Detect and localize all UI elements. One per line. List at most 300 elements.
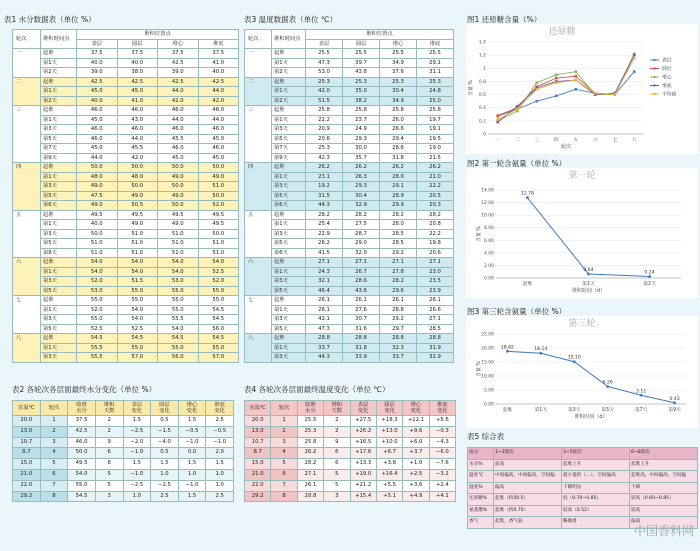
table-row	[13, 115, 239, 125]
value-cell: 54.0	[158, 258, 199, 268]
value-cell: 46.0	[158, 125, 199, 135]
time-cell: 起堆	[272, 77, 306, 87]
round-cell: 一	[13, 49, 41, 78]
value-cell: +4.1	[429, 491, 455, 502]
value-cell: 3	[271, 437, 297, 448]
header-col-0: 表层	[306, 39, 343, 49]
value-cell: −2.5	[123, 480, 151, 491]
y-tick-label: 1	[483, 66, 486, 72]
value-cell: 46.0	[77, 106, 118, 116]
time-cell: 起堆	[41, 334, 77, 344]
table-row	[468, 494, 698, 506]
value-cell: 21.0	[417, 172, 454, 182]
x-axis-label: 堆积时间（d）	[571, 288, 606, 294]
value-cell: −2.5	[123, 426, 151, 437]
table1-title: 表1 水分数据表（单位 %）	[4, 15, 96, 24]
time-cell: 第5天	[272, 239, 306, 249]
time-cell: 第1天	[41, 58, 77, 68]
value-cell: 29.9	[380, 201, 417, 211]
value-cell: 49.0	[117, 220, 158, 230]
y-axis-label: 含量 %	[477, 361, 482, 377]
value-cell: +27.5	[350, 416, 376, 427]
value-cell: 55.5	[77, 353, 118, 363]
value-cell: 25.3	[380, 77, 417, 87]
time-cell: 第3天	[41, 182, 77, 192]
value-cell: 39.0	[158, 68, 199, 78]
value-cell: 20.6	[306, 134, 343, 144]
y-tick-label: 1.4	[478, 40, 486, 46]
time-cell: 第1天	[272, 172, 306, 182]
value-cell: 22.0	[245, 480, 271, 491]
data-point	[594, 92, 597, 95]
data-point	[506, 350, 509, 353]
table-row	[468, 482, 698, 494]
round-cell: 二	[245, 77, 272, 106]
time-cell: 起堆	[41, 210, 77, 220]
value-cell: 1.5	[123, 416, 151, 427]
value-cell: 48.0	[77, 172, 118, 182]
value-cell: 49.0	[198, 172, 239, 182]
y-tick-label: 0.4	[478, 106, 486, 112]
value-cell: 26.2	[380, 163, 417, 173]
x-tick-label: 五	[573, 138, 579, 143]
value-cell: 6~8轮次	[630, 448, 698, 460]
value-cell: +5.6	[429, 416, 455, 427]
table-row	[245, 267, 454, 277]
table-row	[13, 267, 239, 277]
value-cell: 54.5	[77, 334, 118, 344]
table-row	[245, 491, 456, 502]
table-row	[245, 172, 454, 182]
value-cell: 31.6	[343, 324, 380, 334]
data-point	[574, 79, 577, 82]
value-cell: 1.0	[206, 480, 234, 491]
value-cell: 偏高	[494, 482, 562, 494]
time-cell: 第9天	[272, 153, 306, 163]
value-cell: 29.4	[380, 134, 417, 144]
value-cell: +1.0	[403, 459, 429, 470]
value-cell: 55.0	[158, 286, 199, 296]
table-row	[245, 416, 456, 427]
value-cell: 57.0	[198, 353, 239, 363]
legend-marker	[653, 84, 655, 86]
value-cell: 44.0	[117, 134, 158, 144]
time-cell: 第6天	[41, 201, 77, 211]
x-tick-label: 一	[495, 138, 501, 143]
value-cell: 偏弱	[630, 517, 698, 529]
time-cell: 第1天	[272, 115, 306, 125]
value-cell: 51.0	[77, 248, 118, 258]
value-cell: 3	[324, 491, 350, 502]
legend-marker	[653, 59, 655, 61]
value-cell: 51.0	[117, 248, 158, 258]
value-cell: 1.0	[151, 469, 179, 480]
value-cell: 20.9	[306, 125, 343, 135]
value-cell: 19.1	[417, 125, 454, 135]
table-row	[13, 248, 239, 258]
x-tick-label: 起堆	[502, 408, 513, 413]
value-cell: 24.9	[343, 125, 380, 135]
value-cell: +16.5	[350, 437, 376, 448]
time-cell: 第2天	[41, 96, 77, 106]
value-cell: 20.0	[245, 416, 271, 427]
time-cell: 第2天	[41, 68, 77, 78]
value-cell: 35.7	[343, 153, 380, 163]
value-cell: 42.5	[68, 426, 96, 437]
value-cell: 55.0	[198, 286, 239, 296]
table-row	[13, 491, 234, 502]
table-row	[245, 258, 454, 268]
value-cell: 29.0	[343, 239, 380, 249]
value-cell: +2.5	[403, 469, 429, 480]
time-cell: 第8天	[41, 248, 77, 258]
value-cell: +17.6	[350, 448, 376, 459]
value-cell: 6	[324, 459, 350, 470]
value-cell: 44.0	[198, 87, 239, 97]
value-cell: 42.0	[158, 96, 199, 106]
table-row	[245, 459, 456, 470]
legend-label: 堆底	[662, 84, 672, 90]
table-row	[13, 182, 239, 192]
value-cell: 起堆，香气弱	[494, 517, 562, 529]
value-cell: 6	[40, 469, 68, 480]
data-point	[555, 77, 558, 80]
value-cell: 33.7	[380, 353, 417, 363]
time-cell: 第3天	[41, 315, 77, 325]
value-cell: 26.2	[343, 163, 380, 173]
value-cell: 51.0	[198, 239, 239, 249]
value-cell: 较高（0.60~0.85）	[630, 494, 698, 506]
value-cell: 53.0	[306, 68, 343, 78]
x-tick-label: 起堆	[522, 282, 533, 287]
table-row	[245, 353, 454, 363]
value-cell: 51.0	[158, 239, 199, 249]
value-cell: 46.0	[198, 144, 239, 154]
table-row	[245, 153, 454, 163]
value-cell: 25.8	[306, 106, 343, 116]
value-cell: 9	[95, 437, 123, 448]
round-cell: 四	[245, 163, 272, 211]
time-cell: 第1天	[41, 115, 77, 125]
value-cell: 2	[271, 426, 297, 437]
data-label: 12.78	[520, 191, 535, 197]
value-cell: 27.5	[343, 220, 380, 230]
round-cell: 一	[245, 49, 272, 78]
value-cell: 10.7	[13, 437, 41, 448]
header-col-3: 堆底	[198, 39, 239, 49]
value-cell: 4	[271, 448, 297, 459]
header-col-5: 圆层 变化	[376, 401, 402, 416]
value-cell: 50.0	[77, 163, 118, 173]
value-cell: 54.5	[117, 334, 158, 344]
data-point	[539, 352, 542, 355]
value-cell: 50.0	[117, 182, 158, 192]
chart3-title: 图3 第三轮含氨量（单位 %）	[467, 307, 567, 316]
table-row	[245, 201, 454, 211]
value-cell: 50.0	[158, 163, 199, 173]
value-cell: 44.0	[77, 153, 118, 163]
time-cell: 起堆	[272, 106, 306, 116]
y-tick-label: 0.6	[478, 93, 486, 99]
value-cell: 5	[95, 480, 123, 491]
value-cell: 28.6	[380, 144, 417, 154]
time-cell: 第1天	[41, 267, 77, 277]
value-cell: 45.0	[77, 144, 118, 154]
time-cell: 起堆	[272, 296, 306, 306]
value-cell: 20.8	[417, 220, 454, 230]
round-cell: 六	[245, 258, 272, 296]
value-cell: 43.6	[343, 286, 380, 296]
table-row	[13, 448, 234, 459]
value-cell: 28.2	[297, 459, 323, 470]
value-cell: 51.0	[198, 248, 239, 258]
value-cell: 57.0	[117, 353, 158, 363]
header-position: 堆积位置点	[77, 30, 239, 40]
chart-inner-title: 第一轮	[568, 171, 596, 181]
time-cell: 第3天	[272, 229, 306, 239]
value-cell: 24.8	[417, 87, 454, 97]
table-row	[245, 87, 454, 97]
time-cell: 第5天	[272, 134, 306, 144]
table5-title: 表5 综合表	[467, 432, 505, 441]
time-cell: 起堆	[41, 258, 77, 268]
time-cell: 第3天	[272, 353, 306, 363]
value-cell: 前高	[494, 459, 562, 471]
value-cell: 28.2	[343, 210, 380, 220]
value-cell: 香气	[468, 517, 494, 529]
table2-title: 表2 各轮次各层面最终水分变化（单位 %）	[12, 385, 157, 394]
data-point	[613, 93, 616, 96]
y-tick-label: 0	[483, 132, 486, 138]
time-cell: 第1天	[41, 220, 77, 230]
value-cell: 3	[95, 491, 123, 502]
round-cell: 四	[13, 163, 41, 211]
header-col-0: 表层	[77, 39, 118, 49]
value-cell: 10.7	[245, 437, 271, 448]
value-cell: 起堆（约50.5）	[494, 494, 562, 506]
value-cell: 55.0	[158, 305, 199, 315]
value-cell: 2	[95, 426, 123, 437]
value-cell: 33.9	[343, 353, 380, 363]
y-tick-label: 10.00	[481, 374, 494, 380]
value-cell: +15.4	[350, 491, 376, 502]
table-row	[13, 426, 234, 437]
header-col-1: 轮次	[271, 401, 297, 416]
y-tick-label: 20.00	[481, 346, 494, 352]
value-cell: 26.1	[380, 296, 417, 306]
value-cell: −1.0	[123, 448, 151, 459]
value-cell: 26.1	[306, 296, 343, 306]
value-cell: 5	[40, 459, 68, 470]
table4-temperature-change	[244, 400, 456, 502]
table3-temperature	[244, 29, 454, 363]
value-cell: 49.0	[158, 220, 199, 230]
table-row	[13, 469, 234, 480]
time-cell: 起堆	[272, 49, 306, 59]
value-cell: 28.9	[380, 191, 417, 201]
value-cell: +21.2	[350, 480, 376, 491]
value-cell: 31.9	[417, 343, 454, 353]
value-cell: 23.5	[417, 277, 454, 287]
value-cell: 5	[95, 469, 123, 480]
value-cell: 5	[271, 459, 297, 470]
value-cell: 46.0	[77, 134, 118, 144]
value-cell: 25.8	[417, 106, 454, 116]
time-cell: 第5天	[272, 324, 306, 334]
table-row	[468, 505, 698, 517]
value-cell: 32.9	[343, 201, 380, 211]
data-point	[573, 360, 576, 363]
time-cell: 第9天	[41, 153, 77, 163]
header-col-5: 圆层 变化	[151, 401, 179, 416]
value-cell: 2.5	[151, 491, 179, 502]
table-row	[245, 248, 454, 258]
value-cell: 45.5	[117, 144, 158, 154]
round-cell: 三	[13, 106, 41, 163]
table-row	[13, 134, 239, 144]
legend-marker	[653, 67, 655, 69]
value-cell: 26.1	[297, 480, 323, 491]
chart2-svg	[466, 168, 698, 298]
value-cell: +26.2	[350, 426, 376, 437]
chart3-svg	[466, 316, 698, 428]
header-col-0: 室温℃	[13, 401, 41, 416]
value-cell: 13.0	[13, 426, 41, 437]
value-cell: 54.5	[68, 491, 96, 502]
value-cell: 54.0	[117, 315, 158, 325]
table-row	[13, 315, 239, 325]
table-row	[245, 134, 454, 144]
y-tick-label: 12.00	[481, 201, 494, 207]
value-cell: 1.0	[206, 469, 234, 480]
value-cell: −7.6	[429, 459, 455, 470]
value-cell: +13.3	[350, 459, 376, 470]
data-label: 18.14	[534, 347, 548, 353]
data-point	[574, 70, 577, 73]
value-cell: 51.5	[306, 96, 343, 106]
value-cell: 32.0	[343, 248, 380, 258]
value-cell: 1.5	[178, 416, 206, 427]
time-cell: 第3天	[41, 229, 77, 239]
time-cell: 第5天	[41, 191, 77, 201]
value-cell: 略微香	[562, 517, 630, 529]
value-cell: 26.0	[380, 115, 417, 125]
value-cell: 26.2	[306, 239, 343, 249]
value-cell: 20.0	[13, 416, 41, 427]
value-cell: 51.0	[117, 239, 158, 249]
value-cell: 较高（0.52）	[562, 505, 630, 517]
value-cell: 26.6	[417, 305, 454, 315]
value-cell: 2.5	[206, 416, 234, 427]
value-cell: 33.7	[306, 343, 343, 353]
table-row	[13, 334, 239, 344]
x-tick-label: 三	[534, 138, 540, 143]
x-tick-label: 二	[514, 138, 520, 143]
value-cell: 31.1	[417, 68, 454, 78]
value-cell: 55.0	[158, 343, 199, 353]
time-cell: 第1天	[272, 87, 306, 97]
header-col-6: 堆心 变化	[178, 401, 206, 416]
y-axis-label: 含量 %	[477, 226, 482, 242]
data-point	[633, 54, 636, 57]
time-cell: 第5天	[41, 239, 77, 249]
value-cell: 31.8	[380, 153, 417, 163]
value-cell: 22.2	[417, 182, 454, 192]
value-cell: 45.0	[77, 87, 118, 97]
value-cell: 27.1	[343, 258, 380, 268]
value-cell: −1.0	[123, 469, 151, 480]
value-cell: 54.0	[198, 258, 239, 268]
table-row	[13, 239, 239, 249]
value-cell: 51.0	[117, 229, 158, 239]
y-tick-label: 4.00	[483, 251, 494, 257]
value-cell: 38.0	[117, 68, 158, 78]
value-cell: 45.0	[198, 153, 239, 163]
value-cell: 氨基酸%	[468, 505, 494, 517]
legend-label: 堆心	[662, 75, 672, 81]
table-row	[13, 324, 239, 334]
data-point	[574, 88, 577, 91]
value-cell: 48.0	[117, 172, 158, 182]
value-cell: 24.3	[306, 267, 343, 277]
time-cell: 第5天	[272, 191, 306, 201]
table-row	[13, 77, 239, 87]
data-point	[633, 70, 636, 73]
header-position: 堆积位置点	[306, 30, 454, 40]
value-cell: 28.2	[306, 210, 343, 220]
table-row	[245, 480, 456, 491]
value-cell: 46.0	[68, 437, 96, 448]
x-tick-label: 第1天	[534, 408, 548, 413]
value-cell: 起堆高，中间偏高，空间偏	[630, 471, 698, 483]
value-cell: 54.0	[117, 258, 158, 268]
legend-label: 平均值	[662, 92, 677, 98]
table-row	[13, 172, 239, 182]
value-cell: 51.0	[158, 248, 199, 258]
value-cell: −1.0	[178, 480, 206, 491]
value-cell: 27.1	[380, 258, 417, 268]
value-cell: 50.0	[158, 201, 199, 211]
header-col-6: 堆心 变化	[403, 401, 429, 416]
time-cell: 第1天	[272, 58, 306, 68]
table-row	[245, 315, 454, 325]
table-row	[13, 125, 239, 135]
time-cell: 第3天	[272, 277, 306, 287]
round-cell: 八	[13, 334, 41, 363]
table-row	[245, 305, 454, 315]
value-cell: 20.6	[417, 248, 454, 258]
value-cell: 28.2	[417, 210, 454, 220]
value-cell: 52.5	[77, 324, 118, 334]
value-cell: 55.0	[77, 315, 118, 325]
table-row	[13, 96, 239, 106]
value-cell: 31.8	[343, 343, 380, 353]
value-cell: 1.5	[178, 459, 206, 470]
value-cell: 50.5	[117, 201, 158, 211]
value-cell: 27.8	[380, 267, 417, 277]
value-cell: 49.5	[198, 210, 239, 220]
value-cell: −0.5	[178, 426, 206, 437]
value-cell: 26.1	[306, 305, 343, 315]
value-cell: 50.0	[158, 182, 199, 192]
value-cell: 49.5	[198, 220, 239, 230]
value-cell: +10.0	[376, 437, 402, 448]
value-cell: 51.0	[77, 239, 118, 249]
value-cell: 42.1	[306, 315, 343, 325]
table-row	[13, 68, 239, 78]
value-cell: 3~5轮次	[562, 448, 630, 460]
value-cell: 47.3	[306, 58, 343, 68]
